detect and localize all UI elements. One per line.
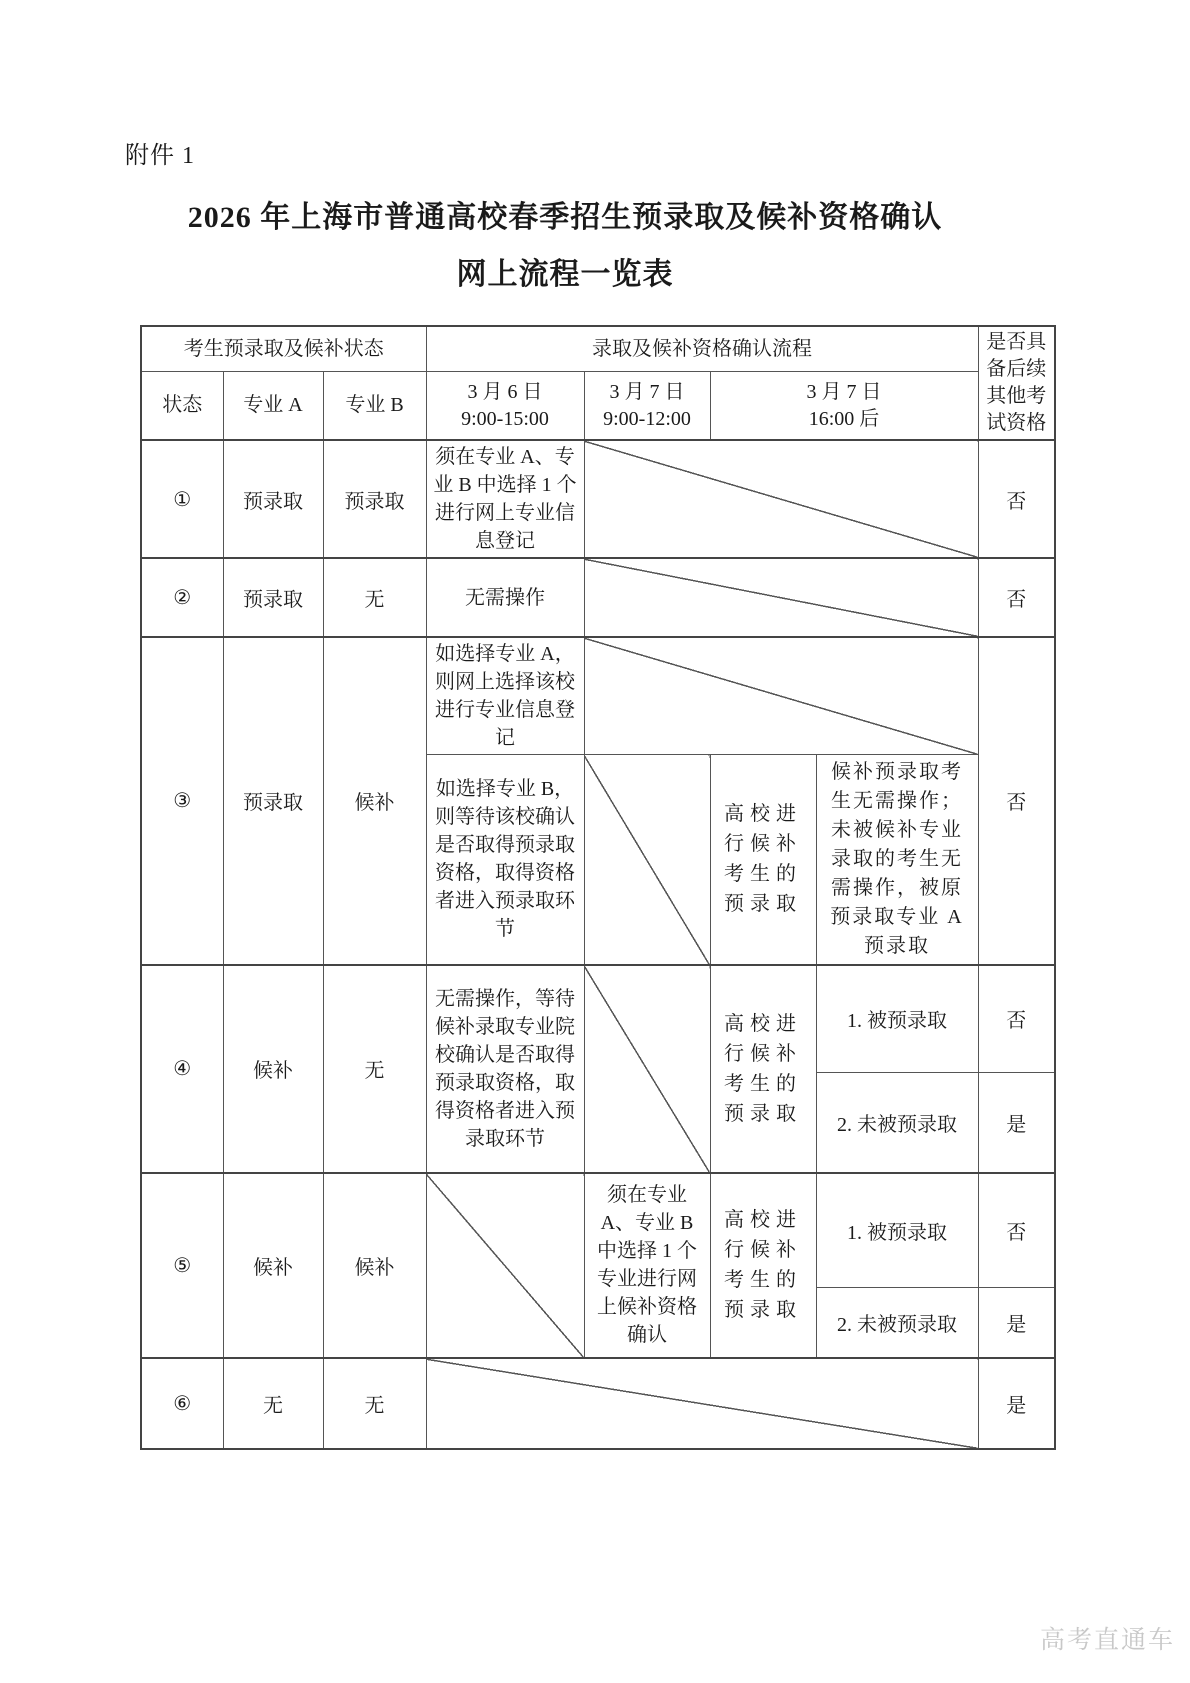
row6-qualify: 是 bbox=[978, 1358, 1055, 1449]
row3-major-b: 候补 bbox=[323, 637, 426, 965]
table-row-2 bbox=[141, 558, 1055, 637]
row6-major-a: 无 bbox=[223, 1358, 323, 1449]
row4-mar6-action: 无需操作，等待候补录取专业院校确认是否取得预录取资格，取得资格者进入预录取环节 bbox=[426, 965, 584, 1173]
row3a-na-diagonal-cell bbox=[584, 637, 978, 755]
header-date-mar7pm-date: 3 月 7 日 bbox=[806, 380, 882, 403]
row6-na-diagonal-cell bbox=[426, 1358, 978, 1449]
row5-na-diagonal-cell bbox=[426, 1173, 584, 1358]
row2-mar6-action: 无需操作 bbox=[426, 558, 584, 637]
table-row-6 bbox=[141, 1358, 1055, 1449]
header-row-group bbox=[141, 326, 1055, 372]
header-qualify-column: 是否具备后续其他考试资格 bbox=[978, 326, 1055, 440]
row5-status: ⑤ bbox=[141, 1173, 223, 1358]
row2-status: ② bbox=[141, 558, 223, 637]
document-title-line1: 2026 年上海市普通高校春季招生预录取及候补资格确认 bbox=[187, 201, 943, 234]
row3-mar6-action-choice-b: 如选择专业 B，则等待该校确认是否取得预录取资格，取得资格者进入预录取环节 bbox=[426, 755, 584, 965]
row5-outcome-1: 1. 被预录取 bbox=[816, 1173, 978, 1288]
row3b-na-diagonal-cell bbox=[584, 755, 710, 965]
row1-qualify: 否 bbox=[978, 440, 1055, 558]
row1-status: ① bbox=[141, 440, 223, 558]
table-row-1 bbox=[141, 440, 1055, 558]
row5-major-a: 候补 bbox=[223, 1173, 323, 1358]
header-major-b: 专业 B bbox=[323, 372, 426, 440]
row3-status: ③ bbox=[141, 637, 223, 965]
row2-major-b: 无 bbox=[323, 558, 426, 637]
header-status-group: 考生预录取及候补状态 bbox=[141, 326, 426, 372]
row3-mar6-action-choice-a: 如选择专业 A，则网上选择该校进行专业信息登记 bbox=[426, 637, 584, 755]
row4-outcome-1-qualify: 否 bbox=[978, 965, 1055, 1073]
row3-qualify: 否 bbox=[978, 637, 1055, 965]
header-date-mar6-date: 3 月 6 日 bbox=[467, 380, 543, 403]
row4-major-b: 无 bbox=[323, 965, 426, 1173]
process-table bbox=[140, 325, 1056, 1450]
header-date-mar6-time: 9:00-15:00 bbox=[461, 407, 549, 430]
header-status: 状态 bbox=[141, 372, 223, 440]
table-row-4a bbox=[141, 965, 1055, 1073]
header-date-mar6 bbox=[426, 372, 584, 440]
row5-outcome-2: 2. 未被预录取 bbox=[816, 1288, 978, 1358]
row2-na-diagonal-cell bbox=[584, 558, 978, 637]
row2-major-a: 预录取 bbox=[223, 558, 323, 637]
header-date-mar7am-time: 9:00-12:00 bbox=[603, 407, 691, 430]
row5-major-b: 候补 bbox=[323, 1173, 426, 1358]
table-row-3a bbox=[141, 637, 1055, 755]
row6-status: ⑥ bbox=[141, 1358, 223, 1449]
watermark: 高考直通车 bbox=[1040, 1626, 1176, 1654]
row1-major-b: 预录取 bbox=[323, 440, 426, 558]
header-date-mar7pm-time: 16:00 后 bbox=[808, 407, 880, 430]
header-process-group: 录取及候补资格确认流程 bbox=[426, 326, 978, 372]
row3-after-4pm-note: 候补预录取考生无需操作；未被候补专业录取的考生无需操作，被原预录取专业 A 预录取 bbox=[816, 755, 978, 965]
row4-na-diagonal-cell bbox=[584, 965, 710, 1173]
row1-mar6-action: 须在专业 A、专业 B 中选择 1 个进行网上专业信息登记 bbox=[426, 440, 584, 558]
row6-major-b: 无 bbox=[323, 1358, 426, 1449]
header-date-mar7am-date: 3 月 7 日 bbox=[609, 380, 685, 403]
row1-na-diagonal-cell bbox=[584, 440, 978, 558]
header-major-a: 专业 A bbox=[223, 372, 323, 440]
row1-major-a: 预录取 bbox=[223, 440, 323, 558]
row3-college-waitlist-admission: 高校进行候补考生的预录取 bbox=[710, 755, 816, 965]
row5-outcome-1-qualify: 否 bbox=[978, 1173, 1055, 1288]
header-date-mar7am bbox=[584, 372, 710, 440]
attachment-label: 附件 1 bbox=[125, 143, 195, 169]
header-date-mar7pm bbox=[710, 372, 978, 440]
row5-college-waitlist-admission: 高校进行候补考生的预录取 bbox=[710, 1173, 816, 1358]
row4-status: ④ bbox=[141, 965, 223, 1173]
row5-mar7am-action: 须在专业 A、专业 B 中选择 1 个专业进行网上候补资格确认 bbox=[584, 1173, 710, 1358]
row5-outcome-2-qualify: 是 bbox=[978, 1288, 1055, 1358]
row4-college-waitlist-admission: 高校进行候补考生的预录取 bbox=[710, 965, 816, 1173]
row2-qualify: 否 bbox=[978, 558, 1055, 637]
document-title-line2: 网上流程一览表 bbox=[456, 258, 674, 291]
row3-major-a: 预录取 bbox=[223, 637, 323, 965]
row4-outcome-2: 2. 未被预录取 bbox=[816, 1073, 978, 1173]
row4-outcome-1: 1. 被预录取 bbox=[816, 965, 978, 1073]
process-table-wrapper bbox=[140, 325, 1056, 1450]
header-row-columns bbox=[141, 372, 1055, 440]
row4-major-a: 候补 bbox=[223, 965, 323, 1173]
row4-outcome-2-qualify: 是 bbox=[978, 1073, 1055, 1173]
table-row-5a bbox=[141, 1173, 1055, 1288]
